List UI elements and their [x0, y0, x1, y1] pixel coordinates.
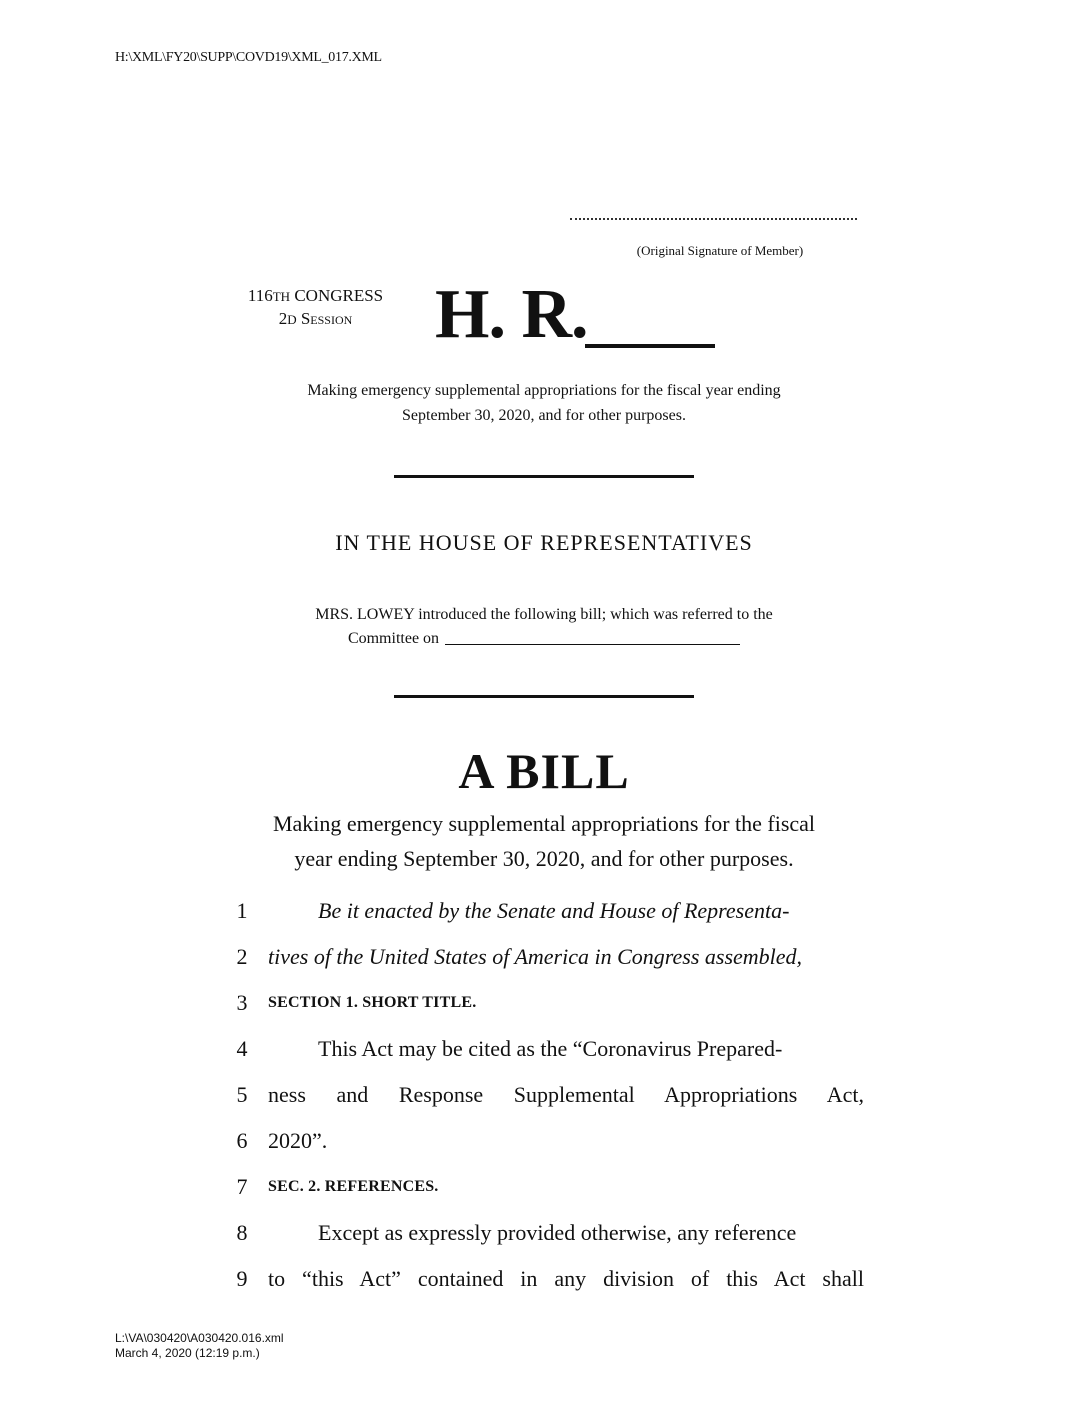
long-title: Making emergency supplemental appropriations for the fiscal year ending September 30, 2020, and for other purposes. [272, 811, 816, 871]
enacting-clause: Be it enacted by the Senate and House of Representa- [318, 898, 790, 923]
bill-heading: A BILL [458, 743, 630, 799]
session-line: 2D Session [278, 309, 353, 328]
introduction-text: MRS. LOWEY introduced the following bill; which was referred to the Committee on [315, 606, 773, 647]
signature-line [570, 218, 857, 220]
line-number: 1 [236, 898, 248, 923]
section-heading: SEC. 2. REFERENCES. [268, 1178, 439, 1195]
body-line [228, 942, 868, 972]
line-number: 8 [236, 1220, 248, 1245]
enacting-clause: tives of the United States of America in Congress assembled, [268, 944, 803, 969]
line-number: 5 [236, 1082, 248, 1107]
section-text: to “this Act” contained in any division of this Act shall [268, 1266, 864, 1291]
section-text: Except as expressly provided otherwise, any reference [318, 1220, 797, 1245]
body-line [228, 988, 868, 1018]
congress-line: 116TH CONGRESS [247, 286, 384, 305]
line-number: 4 [236, 1036, 248, 1061]
body-line [228, 1080, 868, 1110]
short-description: Making emergency supplemental appropriations for the fiscal year ending September 30, 2020, and for other purposes. [307, 382, 781, 424]
body-line [228, 896, 868, 926]
divider-rule [394, 695, 694, 698]
bill-number-prefix: H. R. [435, 276, 588, 353]
body-line [228, 1172, 868, 1202]
signature-label: (Original Signature of Member) [636, 243, 804, 258]
divider-rule [394, 475, 694, 478]
line-number: 2 [236, 944, 248, 969]
footer-file-path: L:\VA\030420\A030420.016.xml [115, 1331, 284, 1345]
line-number: 9 [236, 1266, 248, 1291]
body-line [228, 1218, 868, 1248]
line-number: 7 [236, 1174, 248, 1199]
line-number: 6 [236, 1128, 248, 1153]
section-text: 2020”. [268, 1128, 328, 1153]
body-line [228, 1264, 868, 1294]
document-file-path: H:\XML\FY20\SUPP\COVD19\XML_017.XML [115, 50, 382, 65]
body-line [228, 1126, 868, 1156]
chamber-title: IN THE HOUSE OF REPRESENTATIVES [335, 530, 753, 555]
footer [115, 1331, 284, 1361]
bill-number-blank [585, 344, 715, 348]
line-number: 3 [236, 990, 248, 1015]
section-text: ness and Response Supplemental Appropriations Act, [268, 1082, 864, 1107]
congress-session-block [218, 285, 413, 331]
section-text: This Act may be cited as the “Coronavirus Prepared- [318, 1036, 783, 1061]
section-heading: SECTION 1. SHORT TITLE. [268, 994, 477, 1011]
body-line [228, 1034, 868, 1064]
footer-timestamp: March 4, 2020 (12:19 p.m.) [115, 1346, 260, 1360]
committee-blank [445, 644, 740, 645]
